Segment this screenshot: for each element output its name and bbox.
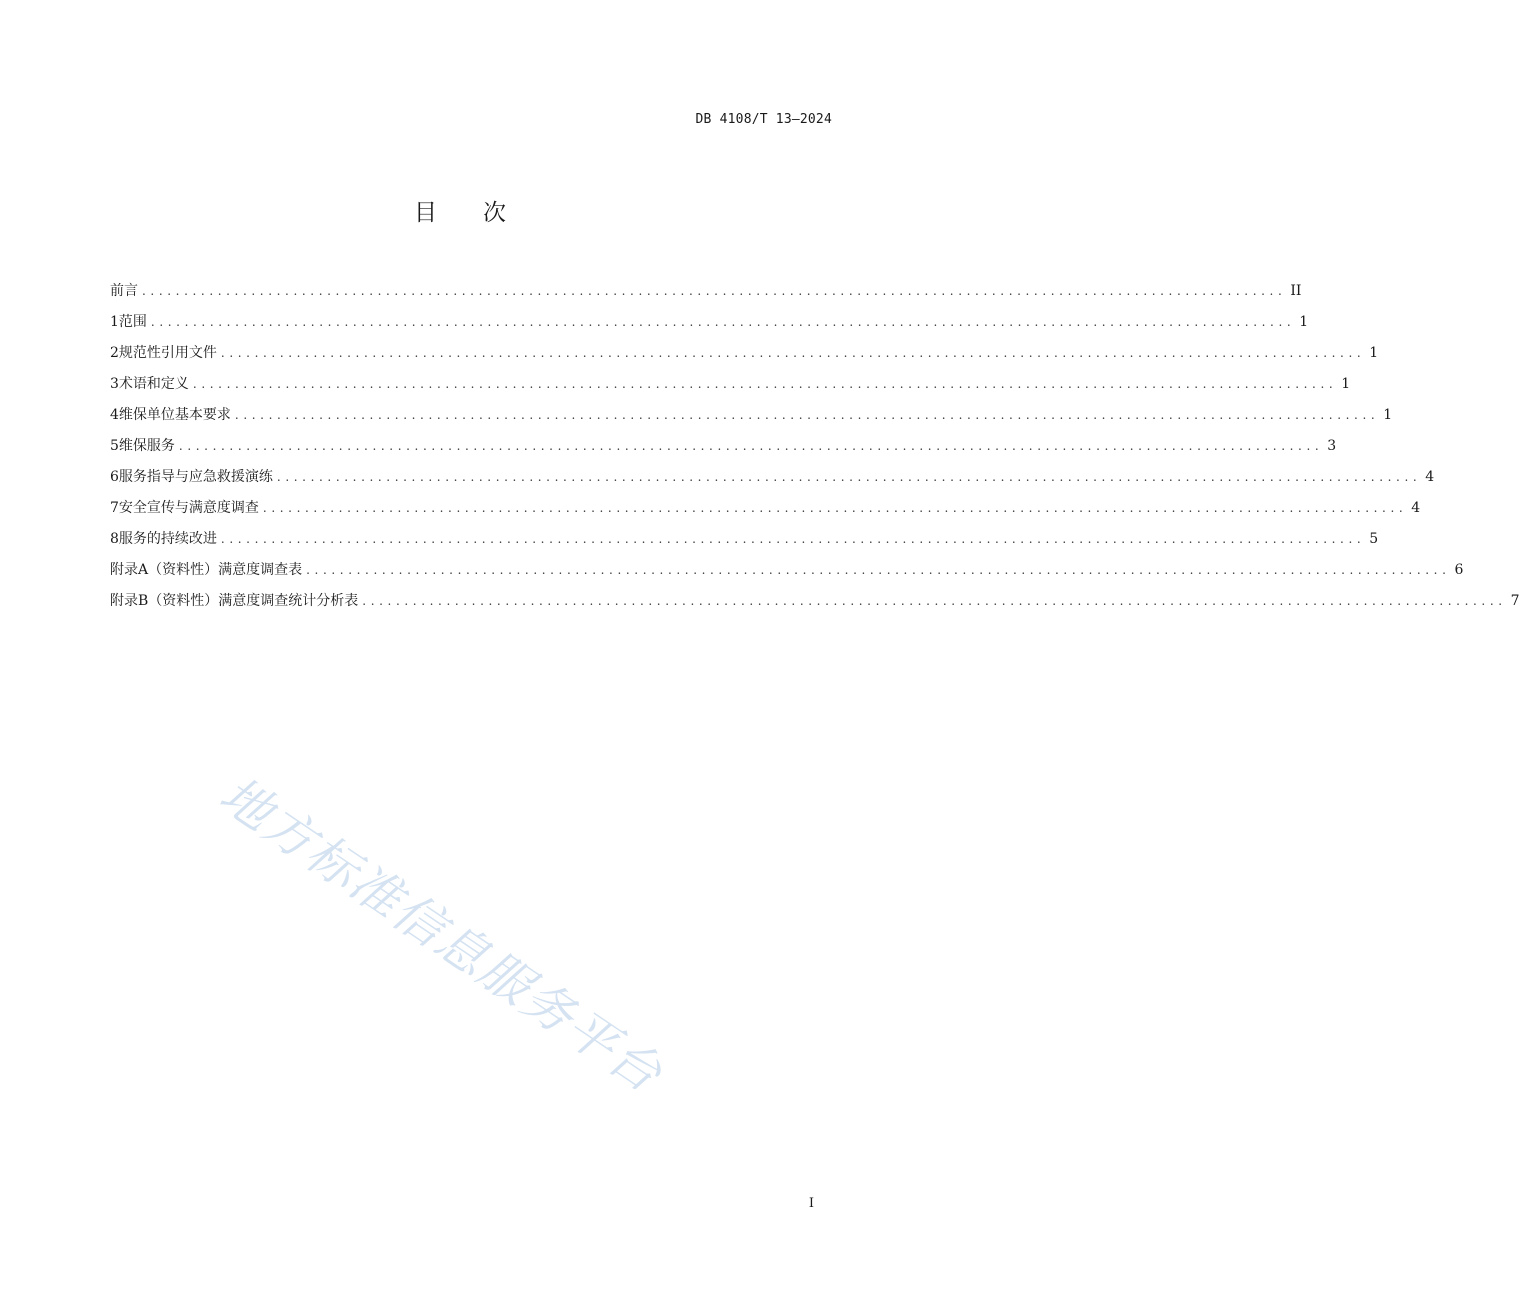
toc-entry-label: 术语和定义 [118, 376, 189, 392]
dot-leader: ........................................................................................................................................ [220, 532, 1366, 546]
dot-leader: ........................................................................................................................................ [220, 346, 1366, 360]
dot-leader: ........................................................................................................................................ [192, 377, 1338, 391]
toc-entry-page: 4 [1425, 469, 1435, 485]
dot-leader: ........................................................................................................................................ [150, 315, 1296, 329]
toc-entry-number: 1 [110, 314, 119, 330]
toc-entry-appendix-a[interactable] [110, 558, 1464, 589]
toc-entry-label: 满意度调查表 [218, 562, 303, 578]
toc-entry-label: 安全宣传与满意度调查 [118, 500, 259, 516]
watermark: 地方标准信息服务平台 [209, 765, 674, 1105]
dot-leader: ........................................................................................................................................ [362, 594, 1507, 608]
toc-entry-page: 1 [1341, 376, 1351, 392]
toc-entry-label: 维保单位基本要求 [118, 407, 231, 423]
toc-entry-page: II [1290, 283, 1302, 299]
toc-entry-page: 3 [1327, 438, 1337, 454]
dot-leader: ........................................................................................................................................ [178, 439, 1324, 453]
toc-entry-number: 6 [110, 469, 119, 485]
toc-entry-label: 前言 [110, 283, 138, 299]
toc-entry-number: 5 [110, 438, 119, 454]
toc-entry-normative-references[interactable] [110, 341, 1379, 372]
toc-entry-basic-requirements[interactable] [110, 403, 1393, 434]
toc-entry-prefix: 附录A（资料性） [110, 562, 219, 578]
toc-entry-continuous-improvement[interactable] [110, 527, 1379, 558]
toc-entry-emergency-drill[interactable] [110, 465, 1435, 496]
toc-entry-page: 5 [1369, 531, 1379, 547]
toc-entry-number: 3 [110, 376, 119, 392]
toc-entry-scope[interactable] [110, 310, 1309, 341]
toc-entry-number: 2 [110, 345, 119, 361]
toc-entry-label: 服务指导与应急救援演练 [118, 469, 273, 485]
toc-entry-number: 4 [110, 407, 119, 423]
toc-entry-label: 维保服务 [118, 438, 175, 454]
table-of-contents [110, 279, 1520, 620]
toc-entry-number: 8 [110, 531, 119, 547]
toc-entry-page: 7 [1510, 593, 1520, 609]
toc-entry-label: 规范性引用文件 [118, 345, 217, 361]
toc-entry-appendix-b[interactable] [110, 589, 1520, 620]
toc-entry-prefix: 附录B（资料性） [110, 593, 219, 609]
page-number: I [808, 1196, 814, 1211]
toc-entry-page: 6 [1454, 562, 1464, 578]
toc-entry-number: 7 [110, 500, 119, 516]
toc-title: 目次 [414, 200, 552, 226]
toc-entry-page: 1 [1299, 314, 1309, 330]
dot-leader: ........................................................................................................................................ [276, 470, 1422, 484]
toc-entry-foreword[interactable] [110, 279, 1302, 310]
toc-entry-label: 范围 [118, 314, 147, 330]
toc-entry-label: 满意度调查统计分析表 [218, 593, 359, 609]
toc-entry-page: 1 [1369, 345, 1379, 361]
standard-code: DB 4108/T 13—2024 [695, 112, 832, 127]
toc-entry-terms[interactable] [110, 372, 1351, 403]
toc-entry-label: 服务的持续改进 [118, 531, 217, 547]
dot-leader: ........................................................................................................................................ [306, 563, 1451, 577]
toc-entry-page: 4 [1411, 500, 1421, 516]
dot-leader: ........................................................................................................................................ [262, 501, 1408, 515]
toc-entry-page: 1 [1383, 407, 1393, 423]
toc-entry-maintenance-service[interactable] [110, 434, 1337, 465]
toc-entry-safety-survey[interactable] [110, 496, 1421, 527]
dot-leader: ........................................................................................................................................ [234, 408, 1380, 422]
dot-leader: ........................................................................................................................................ [142, 284, 1287, 298]
